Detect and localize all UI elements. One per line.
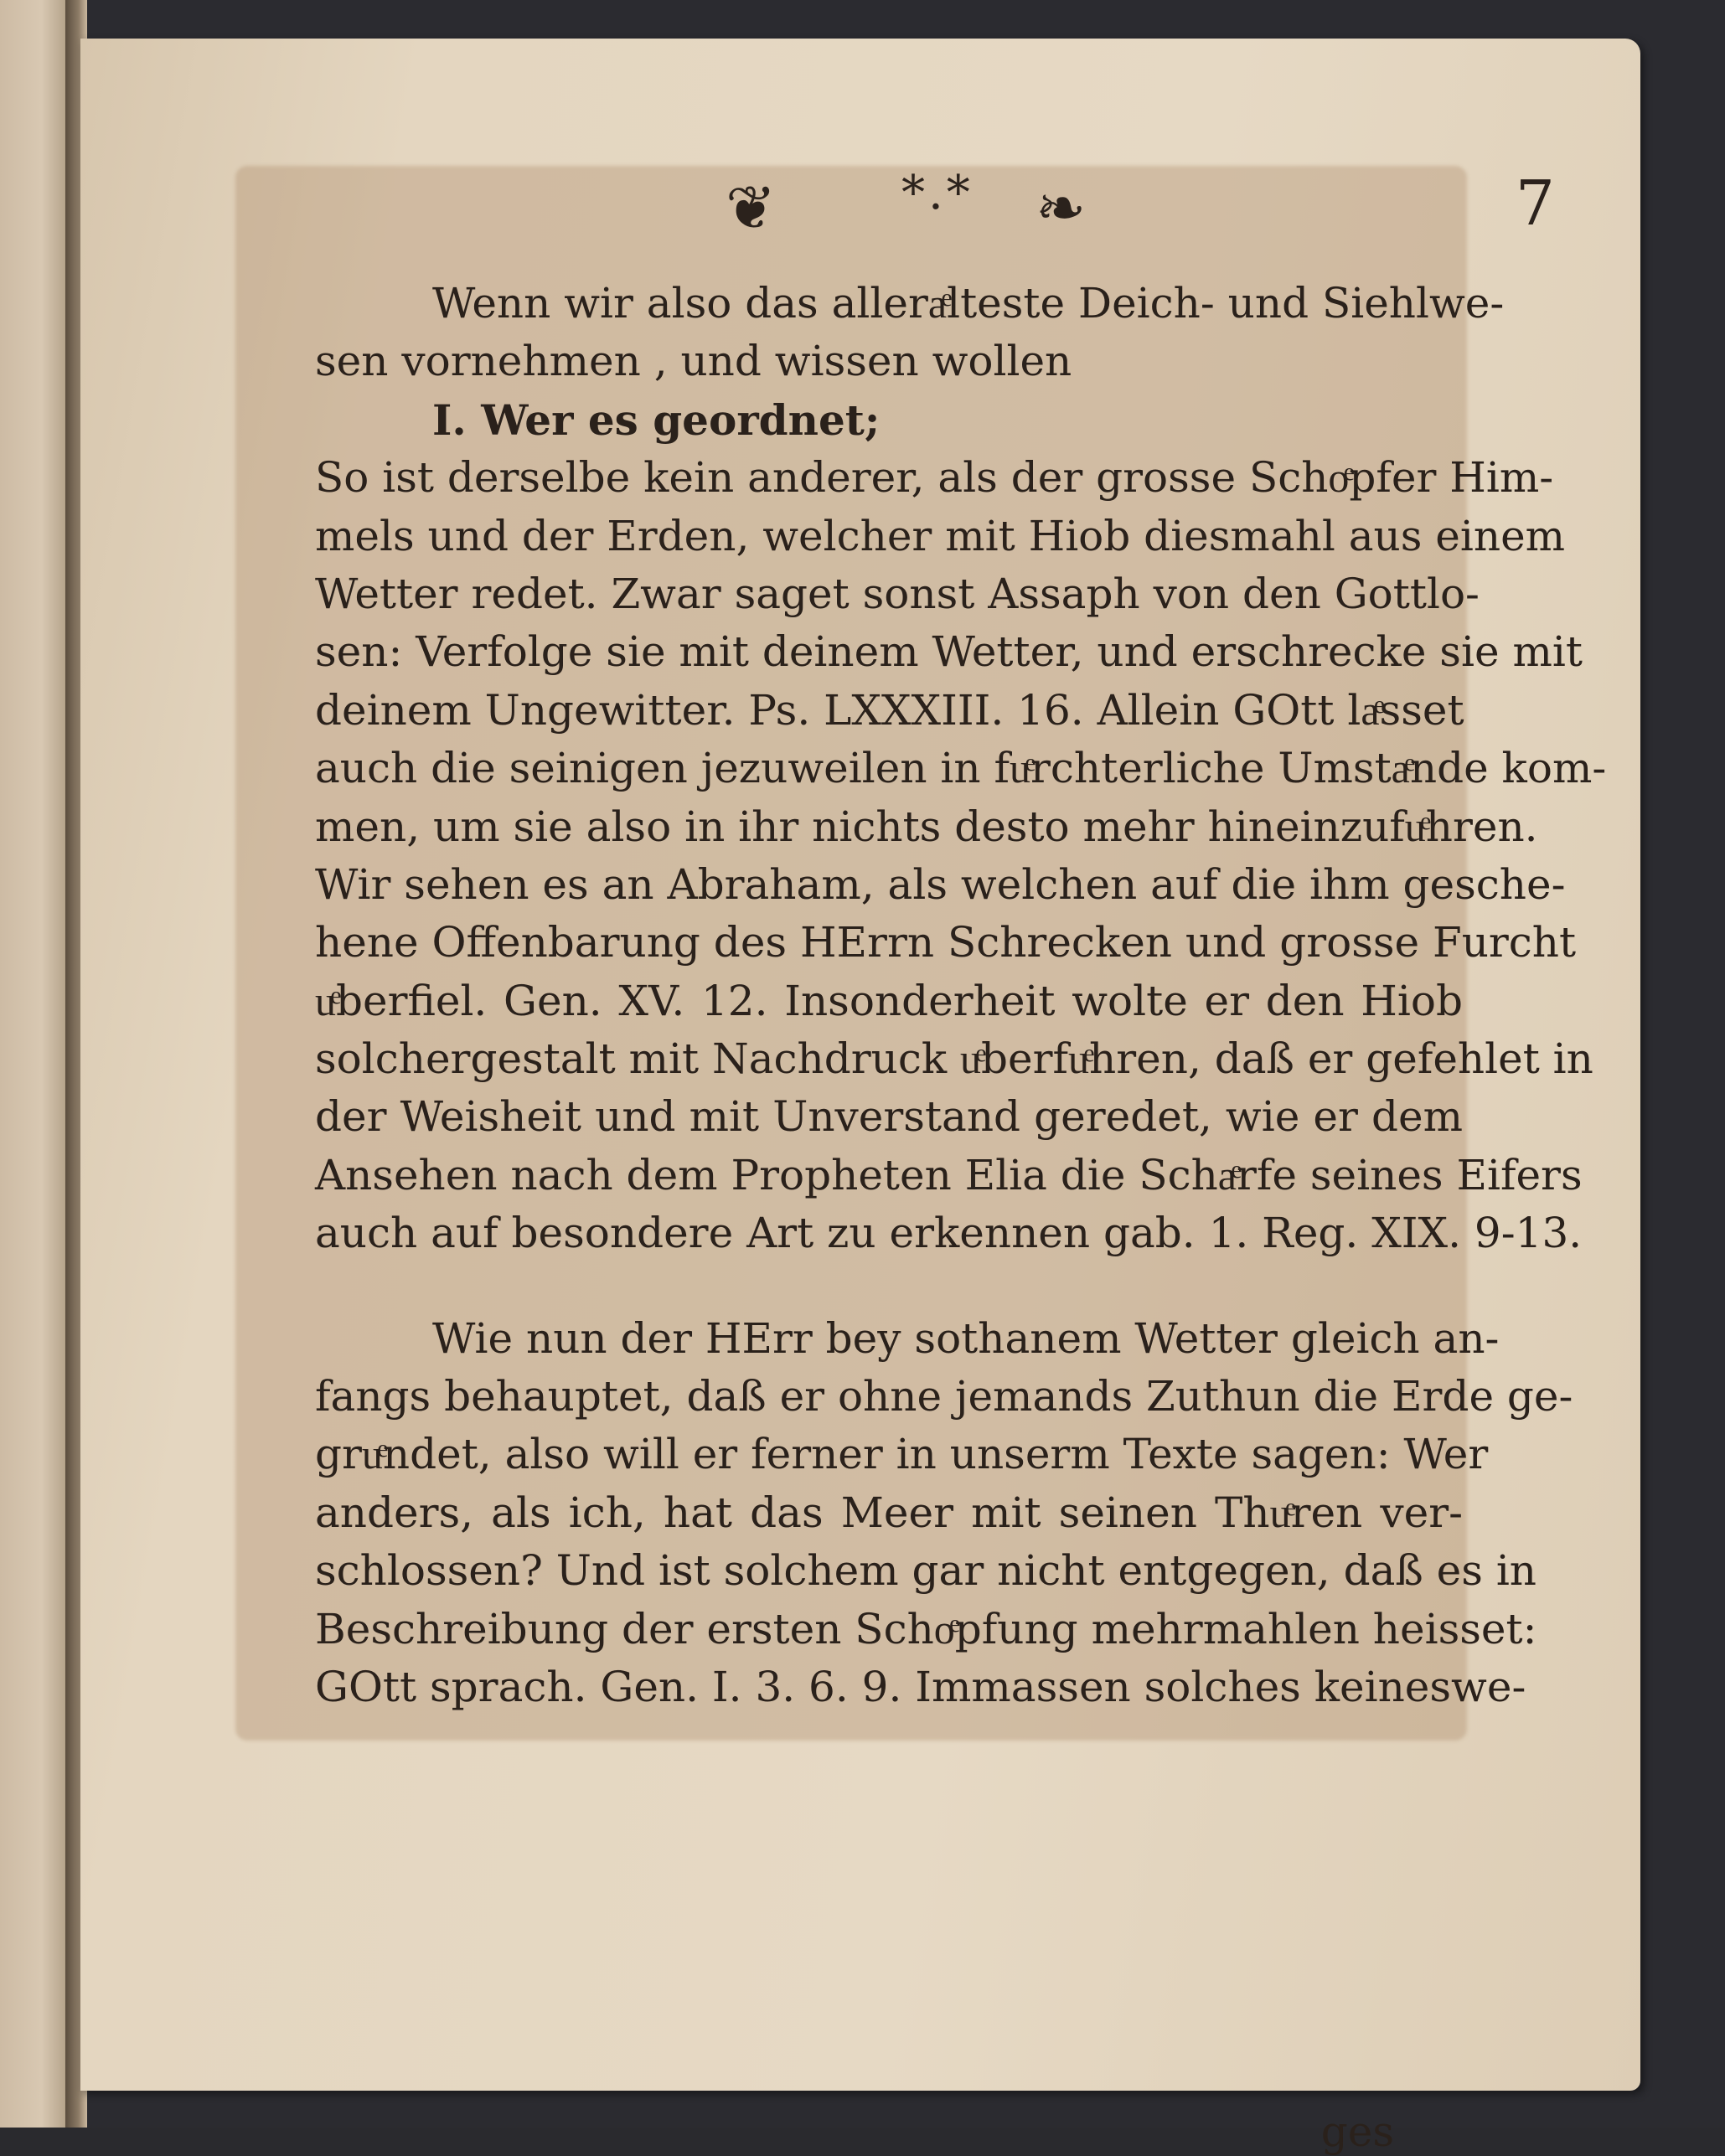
text-line: gruͤndet, also will er ferner in unserm Texte sagen: Wer <box>315 1430 1489 1479</box>
text-line: Wetter redet. Zwar saget sonst Assaph von den Gottlo- <box>315 569 1480 618</box>
text-line: uͤberfiel. Gen. XV. 12. Insonderheit wolte er den Hiob <box>315 976 1463 1025</box>
left-page-edge <box>0 0 75 2128</box>
fleuron-left-icon: ❦ <box>726 173 777 243</box>
section-heading: I. Wer es geordnet; <box>432 395 881 445</box>
text-line: fangs behauptet, daß er ohne jemands Zuthun die Erde ge- <box>315 1372 1573 1421</box>
page-number: 7 <box>1515 168 1555 240</box>
text-line: mels und der Erden, welcher mit Hiob diesmahl aus einem <box>315 511 1566 560</box>
text-line: anders, als ich, hat das Meer mit seinen Thuͤren ver- <box>315 1488 1463 1537</box>
text-line: hene Offenbarung des HErrn Schrecken und grosse Furcht <box>315 918 1577 967</box>
text-line: deinem Ungewitter. Ps. LXXXIII. 16. Allein GOtt laͤsset <box>315 685 1464 735</box>
text-line: sen vornehmen , und wissen wollen <box>315 337 1072 386</box>
paragraph-gap <box>315 1263 1463 1310</box>
asterism-ornament: *.* <box>901 166 974 220</box>
text-line: auch auf besondere Art zu erkennen gab. 1. Reg. XIX. 9-13. <box>315 1209 1583 1258</box>
text-line: solchergestalt mit Nachdruck uͤberfuͤhren, daß er gefehlet in <box>315 1034 1593 1084</box>
text-line: schlossen? Und ist solchem gar nicht entgegen, daß es in <box>315 1546 1537 1596</box>
text-line: Beschreibung der ersten Schoͤpfung mehrmahlen heisset: <box>315 1604 1537 1653</box>
text-line: Wir sehen es an Abraham, als welchen auf die ihm gesche- <box>315 859 1566 909</box>
text-line: men, um sie also in ihr nichts desto mehr hineinzufuͤhren. <box>315 802 1538 851</box>
fleuron-right-icon: ❧ <box>1036 173 1087 243</box>
text-line: Ansehen nach dem Propheten Elia die Schaͤrfe seines Eifers <box>315 1150 1583 1199</box>
text-line: auch die seinigen jezuweilen in fuͤrchterliche Umstaͤnde kom- <box>315 744 1607 793</box>
catchword: ges <box>1320 2107 1394 2156</box>
right-page <box>80 39 1640 2156</box>
text-line: So ist derselbe kein anderer, als der grosse Schoͤpfer Him- <box>315 453 1554 503</box>
text-line: Wenn wir also das alleraͤlteste Deich- und Siehlwe- <box>432 279 1505 328</box>
text-line: der Weisheit und mit Unverstand geredet, wie er dem <box>315 1092 1463 1142</box>
page-header <box>650 156 1555 248</box>
text-line: sen: Verfolge sie mit deinem Wetter, und erschrecke sie mit <box>315 627 1583 677</box>
body-text <box>315 275 1607 1716</box>
text-line: Wie nun der HErr bey sothanem Wetter gleich an- <box>432 1313 1500 1363</box>
text-line: GOtt sprach. Gen. I. 3. 6. 9. Immassen solches keineswe- <box>315 1662 1526 1711</box>
